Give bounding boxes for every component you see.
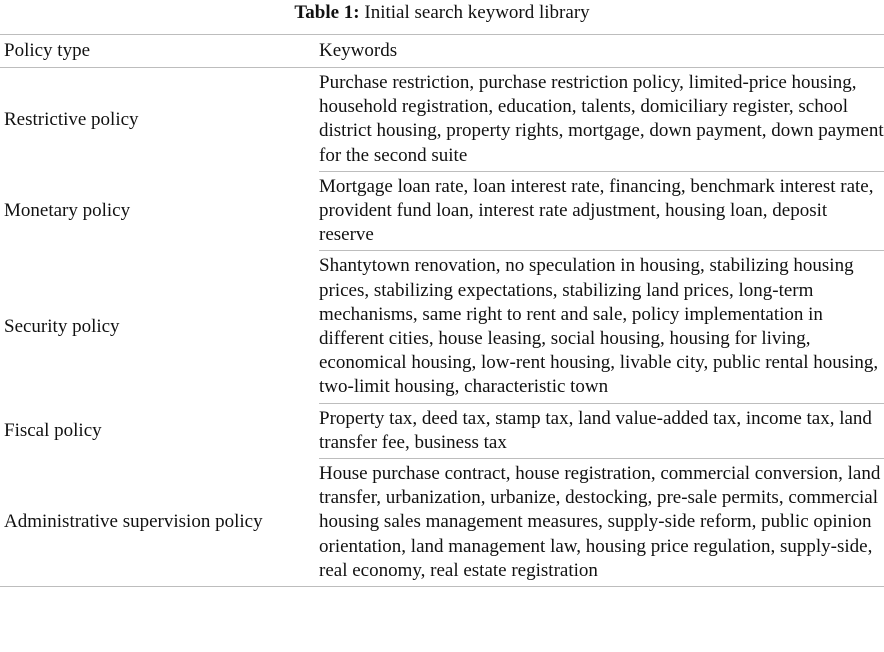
table-caption — [0, 2, 884, 24]
keyword-library-table — [0, 34, 884, 587]
policy-type-cell: Administrative supervision policy — [0, 459, 319, 587]
keywords-cell: Mortgage loan rate, loan interest rate, financing, benchmark interest rate, provident fund loan, interest rate adjustment, housing loan, deposit reserve — [319, 171, 884, 251]
keywords-cell: Shantytown renovation, no speculation in housing, stabilizing housing prices, stabilizing expectations, stabilizing land prices, long-term mechanisms, same right to rent and sale, policy implementation in different cities, house leasing, social housing, housing for living, economical housing, low-rent housing, livable city, public rental housing, two-limit housing, characteristic town — [319, 251, 884, 403]
table-caption-label: Table 1: — [294, 2, 360, 23]
table-row — [0, 171, 884, 251]
keywords-cell: Purchase restriction, purchase restriction policy, limited-price housing, household registration, education, talents, domiciliary register, school district housing, property rights, mortgage, down payment, down payment for the second suite — [319, 72, 884, 166]
policy-type-cell: Security policy — [4, 315, 120, 337]
table-row — [0, 68, 884, 172]
policy-type-cell: Monetary policy — [4, 200, 131, 222]
keywords-cell: Property tax, deed tax, stamp tax, land value-added tax, income tax, land transfer fee, business tax — [319, 403, 884, 458]
table-row — [0, 251, 884, 403]
header-keywords: Keywords — [319, 35, 884, 68]
header-policy-type: Policy type — [0, 35, 319, 68]
policy-type-cell: Fiscal policy — [4, 419, 102, 441]
policy-type-cell: Restrictive policy — [4, 108, 139, 130]
table-header-row — [0, 35, 884, 68]
keywords-cell: House purchase contract, house registration, commercial conversion, land transfer, urbanization, urbanize, destocking, pre-sale permits, commercial housing sales management measures, supply-side reform, public opinion orientation, land management law, housing price regulation, supply-side, real economy, real estate registration — [319, 459, 884, 587]
table-row — [0, 459, 884, 587]
table-row — [0, 403, 884, 458]
table-caption-text: Initial search keyword library — [364, 2, 590, 23]
